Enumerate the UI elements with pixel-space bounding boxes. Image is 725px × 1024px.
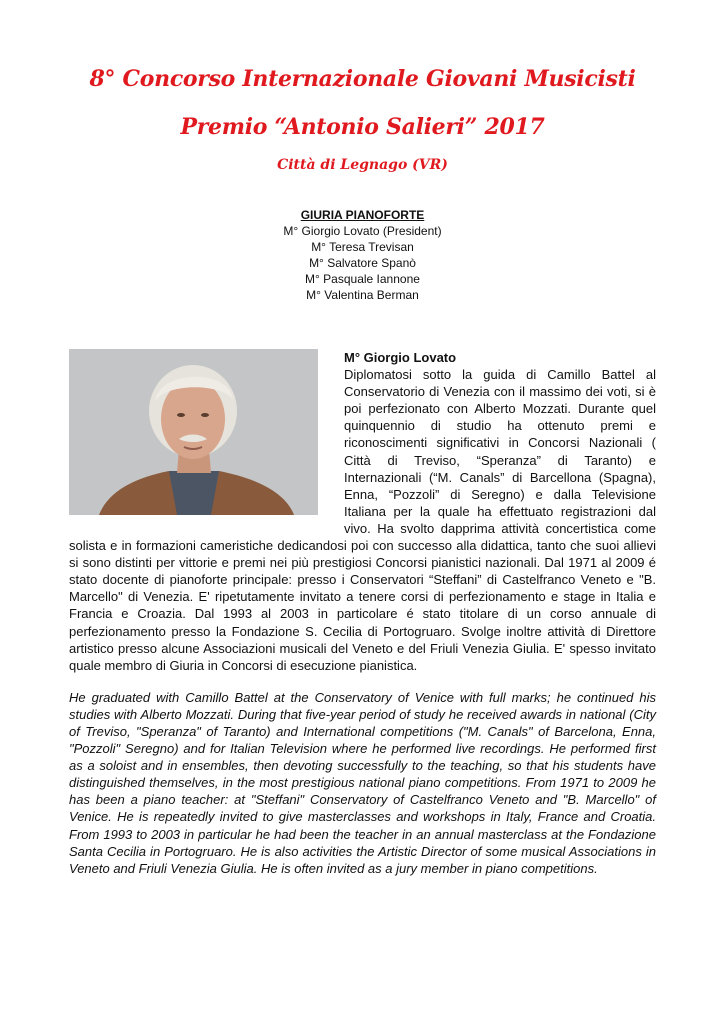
biography [69, 349, 656, 877]
jury-member: M° Giorgio Lovato (President) [283, 224, 442, 238]
bio-english: He graduated with Camillo Battel at the Conservatory of Venice with full marks; he continued his studies with Alberto Mozzati. During that five-year period of study he received awards in national (City of Treviso, "Speranza" of Taranto) and International competitions ("M. Canals" of Barcelona, Enna, "Pozzoli" Seregno) and for Italian Television where he performed live recordings. He performed first as a soloist and in ensembles, then devoting successfully to the teaching, so that his students have distinguished themselves, in the most prestigious national piano competitions. From 1971 to 2009 he has been a piano teacher: at "Steffani" Conservatory of Castelfranco Veneto and "B. Marcello" of Venice. He is repeatedly invited to give masterclasses and workshops in Italy, France and Croatia. From 1993 to 2003 in particular he had been the teacher in an annual masterclass at the Fondazione Santa Cecilia in Portogruaro. He is also activities the Artistic Director of some musical Associations in Veneto and Friuli Venezia Giulia. He is often invited as a jury member in piano competitions. [69, 689, 656, 876]
bio-italian: Diplomatosi sotto la guida di Camillo Battel al Conservatorio di Venezia con il massimo dei voti, si è poi perfezionato con Alberto Mozzati. Durante quel quinquennio di studio ha ottenuto premi e riconoscimenti significativi in Concorsi Nazionali ( Città di Treviso, “Speranza” di Taranto) e Internazionali (“M. Canals” di Barcellona (Spagna), Enna, “Pozzoli” di Seregno) e dalla Televisione Italiana per la quale ha effettuato registrazioni dal vivo. Ha svolto dapprima attività concertistica come solista e in formazioni cameristiche dedicandosi poi con successo alla didattica, tanto che suoi allievi si sono distinti per vittorie e premi nei più prestigiosi Concorsi pianistici nazionali. Dal 1971 al 2009 é stato docente di pianoforte principale: presso i Conservatori “Steffani” di Castelfranco Veneto e "B. Marcello" di Venezia. E' ripetutamente invitato a tenere corsi di perfezionamento e stage in Italia e Francia e Croazia. Dal 1993 al 2003 in particolare é stato titolare di un corso annuale di perfezionamento presso la Fondazione S. Cecilia di Portogruaro. Svolge inoltre attività di Direttore artistico presso alcune Associazioni musicali del Veneto e del Friuli Venezia Giulia. E' spesso invitato quale membro di Giuria in Concorsi di esecuzione pianistica. [69, 367, 656, 673]
jury-member: M° Valentina Berman [306, 288, 419, 302]
bio-name: M° Giorgio Lovato [344, 350, 457, 365]
prize-title: Premio “Antonio Salieri” 2017 [180, 114, 545, 140]
jury-member: M° Pasquale Iannone [305, 272, 420, 286]
portrait-photo [69, 349, 318, 515]
jury-heading: GIURIA PIANOFORTE [300, 208, 425, 222]
jury-list [0, 207, 725, 303]
jury-member: M° Salvatore Spanò [309, 256, 416, 270]
jury-member: M° Teresa Trevisan [311, 240, 414, 254]
city-subtitle: Città di Legnago (VR) [277, 157, 448, 173]
competition-title: 8° Concorso Internazionale Giovani Musicisti [89, 66, 636, 92]
